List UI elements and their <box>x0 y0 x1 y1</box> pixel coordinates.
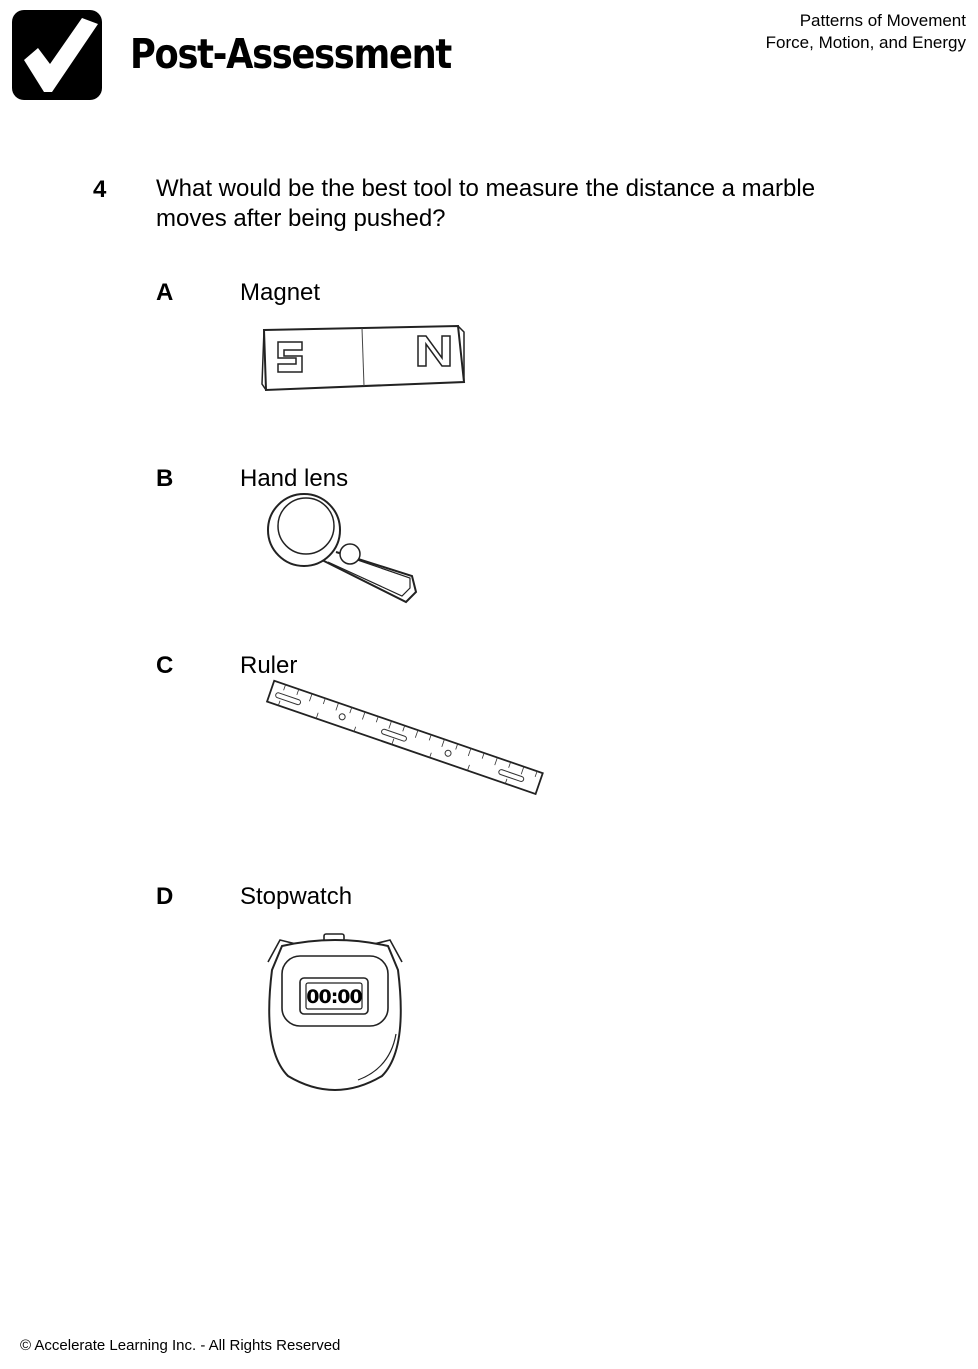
question-number: 4 <box>93 176 107 203</box>
option-letter-a[interactable]: A <box>156 279 174 306</box>
copyright-footer: © Accelerate Learning Inc. - All Rights Reserved <box>20 1337 341 1354</box>
checkmark-logo <box>12 10 102 100</box>
option-letter-c[interactable]: C <box>156 652 174 679</box>
topic-name: Force, Motion, and Energy <box>765 33 966 52</box>
option-label-hand-lens[interactable]: Hand lens <box>240 465 349 492</box>
header-info <box>766 10 966 54</box>
unit-name: Patterns of Movement <box>799 11 966 30</box>
option-letter-d[interactable]: D <box>156 883 174 910</box>
hand-lens-icon <box>262 492 427 610</box>
page-title: Post-Assessment <box>130 30 451 78</box>
stopwatch-display: 00:00 <box>306 986 362 1008</box>
ruler-icon <box>266 680 544 784</box>
option-label-ruler[interactable]: Ruler <box>240 652 298 679</box>
question-text: What would be the best tool to measure the distance a marble moves after being pushed? <box>156 175 816 232</box>
checkmark-icon <box>12 10 102 100</box>
magnet-icon <box>258 322 468 394</box>
option-label-magnet[interactable]: Magnet <box>240 279 321 306</box>
option-label-stopwatch[interactable]: Stopwatch <box>240 883 353 910</box>
stopwatch-icon <box>262 930 408 1092</box>
option-letter-b[interactable]: B <box>156 465 174 492</box>
